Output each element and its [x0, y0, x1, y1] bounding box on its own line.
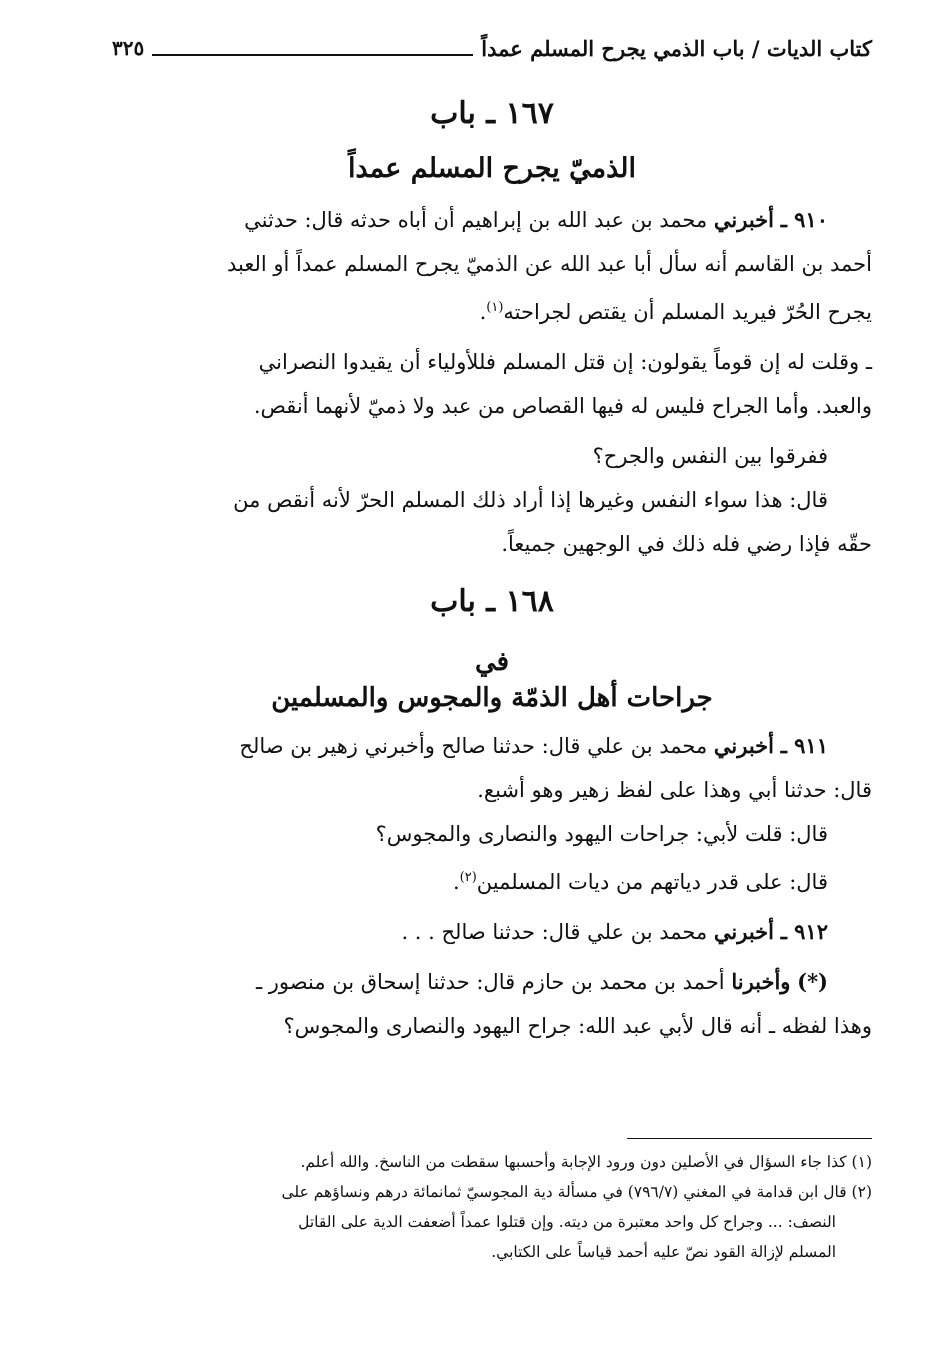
answer-line1: قال: هذا سواء النفس وغيرها إذا أراد ذلك المسلم الحرّ لأنه أنقص من [233, 488, 828, 512]
chapter-168-pre-title: في [474, 647, 510, 677]
footnote-1: (١) كذا جاء السؤال في الأصلين دون ورود الإجابة وأحسبها سقطت من الناسخ. والله أعلم. [300, 1153, 872, 1171]
hadith-911-line2: قال: حدثنا أبي وهذا على لفظ زهير وهو أشبع. [477, 778, 872, 802]
question-1-line2: والعبد. وأما الجراح فليس له فيها القصاص من عبد ولا ذميّ لأنهما أنقص. [253, 394, 872, 418]
page-number: ٣٢٥ [112, 36, 145, 60]
hadith-910-line3 [112, 286, 872, 334]
running-title: كتاب الديات / باب الذمي يجرح المسلم عمداً [481, 35, 872, 61]
hadith-star-line1 [112, 960, 872, 1004]
question-1-line1: ـ وقلت له إن قوماً يقولون: إن قتل المسلم فللأولياء أن يقيدوا النصراني [258, 350, 872, 374]
question-2: ففرقوا بين النفس والجرح؟ [592, 444, 828, 468]
hadith-911-lead: أخبرني [713, 733, 774, 758]
hadith-911-line4-end: . [452, 870, 460, 894]
hadith-910-line3-text: يجرح الحُرّ فيريد المسلم أن يقتص لجراحته [503, 300, 872, 324]
footnote-ref-2: (٢) [459, 870, 477, 885]
main-text [112, 88, 872, 1048]
hadith-910-line3-end: . [479, 300, 487, 324]
footnote-2-line1: (٢) قال ابن قدامة في المغني (٧٩٦/٧) في مسألة دية المجوسيّ ثمانمائة درهم ونساؤهم على [281, 1183, 872, 1201]
chapter-167-heading: ١٦٧ ـ باب [430, 96, 554, 131]
hadith-912-text: محمد بن علي قال: حدثنا صالح . . . [401, 920, 708, 944]
hadith-912-lead: أخبرني [713, 919, 774, 944]
hadith-911-number: ٩١١ ـ [780, 733, 828, 758]
page-header [112, 28, 872, 68]
hadith-910-number: ٩١٠ ـ [780, 207, 828, 232]
hadith-star-line1-text: أحمد بن محمد بن حازم قال: حدثنا إسحاق بن منصور ـ [255, 970, 725, 994]
hadith-910-line1 [112, 198, 872, 242]
footnote-rule [627, 1138, 872, 1139]
hadith-910-line2: أحمد بن القاسم أنه سأل أبا عبد الله عن الذميّ يجرح المسلم عمداً أو العبد [226, 252, 872, 276]
hadith-911-line4 [112, 856, 872, 904]
hadith-911-line3: قال: قلت لأبي: جراحات اليهود والنصارى والمجوس؟ [375, 822, 828, 846]
hadith-911-line1-text: محمد بن علي قال: حدثنا صالح وأخبرني زهير بن صالح [239, 734, 708, 758]
footnote-2-line3: المسلم لإزالة القود نصّ عليه أحمد قياساً على الكتابي. [491, 1243, 836, 1261]
footnotes [112, 1138, 872, 1267]
hadith-star-lead: وأخبرنا [731, 969, 791, 994]
hadith-star-marker: (*) [797, 969, 828, 994]
header-rule [152, 54, 473, 56]
hadith-911-line1 [112, 724, 872, 768]
footnote-ref-1: (١) [486, 300, 504, 315]
hadith-910-lead: أخبرني [713, 207, 774, 232]
chapter-168-heading: ١٦٨ ـ باب [430, 584, 554, 619]
hadith-911-line4-text: قال: على قدر دياتهم من ديات المسلمين [476, 870, 828, 894]
chapter-167-title: الذميّ يجرح المسلم عمداً [347, 153, 637, 184]
hadith-912 [112, 910, 872, 954]
hadith-910-line1-text: محمد بن عبد الله بن إبراهيم أن أباه حدثه قال: حدثني [244, 208, 708, 232]
answer-line2: حقّه فإذا رضي فله ذلك في الوجهين جميعاً. [501, 532, 872, 556]
footnote-2-line2: النصف: ... وجراح كل واحد معتبرة من ديته. وإن قتلوا عمداً أضعفت الدية على القاتل [298, 1213, 836, 1231]
hadith-star-line2: وهذا لفظه ـ أنه قال لأبي عبد الله: جراح اليهود والنصارى والمجوس؟ [283, 1014, 872, 1038]
hadith-912-number: ٩١٢ ـ [780, 919, 828, 944]
chapter-168-title: جراحات أهل الذمّة والمجوس والمسلمين [271, 683, 713, 713]
